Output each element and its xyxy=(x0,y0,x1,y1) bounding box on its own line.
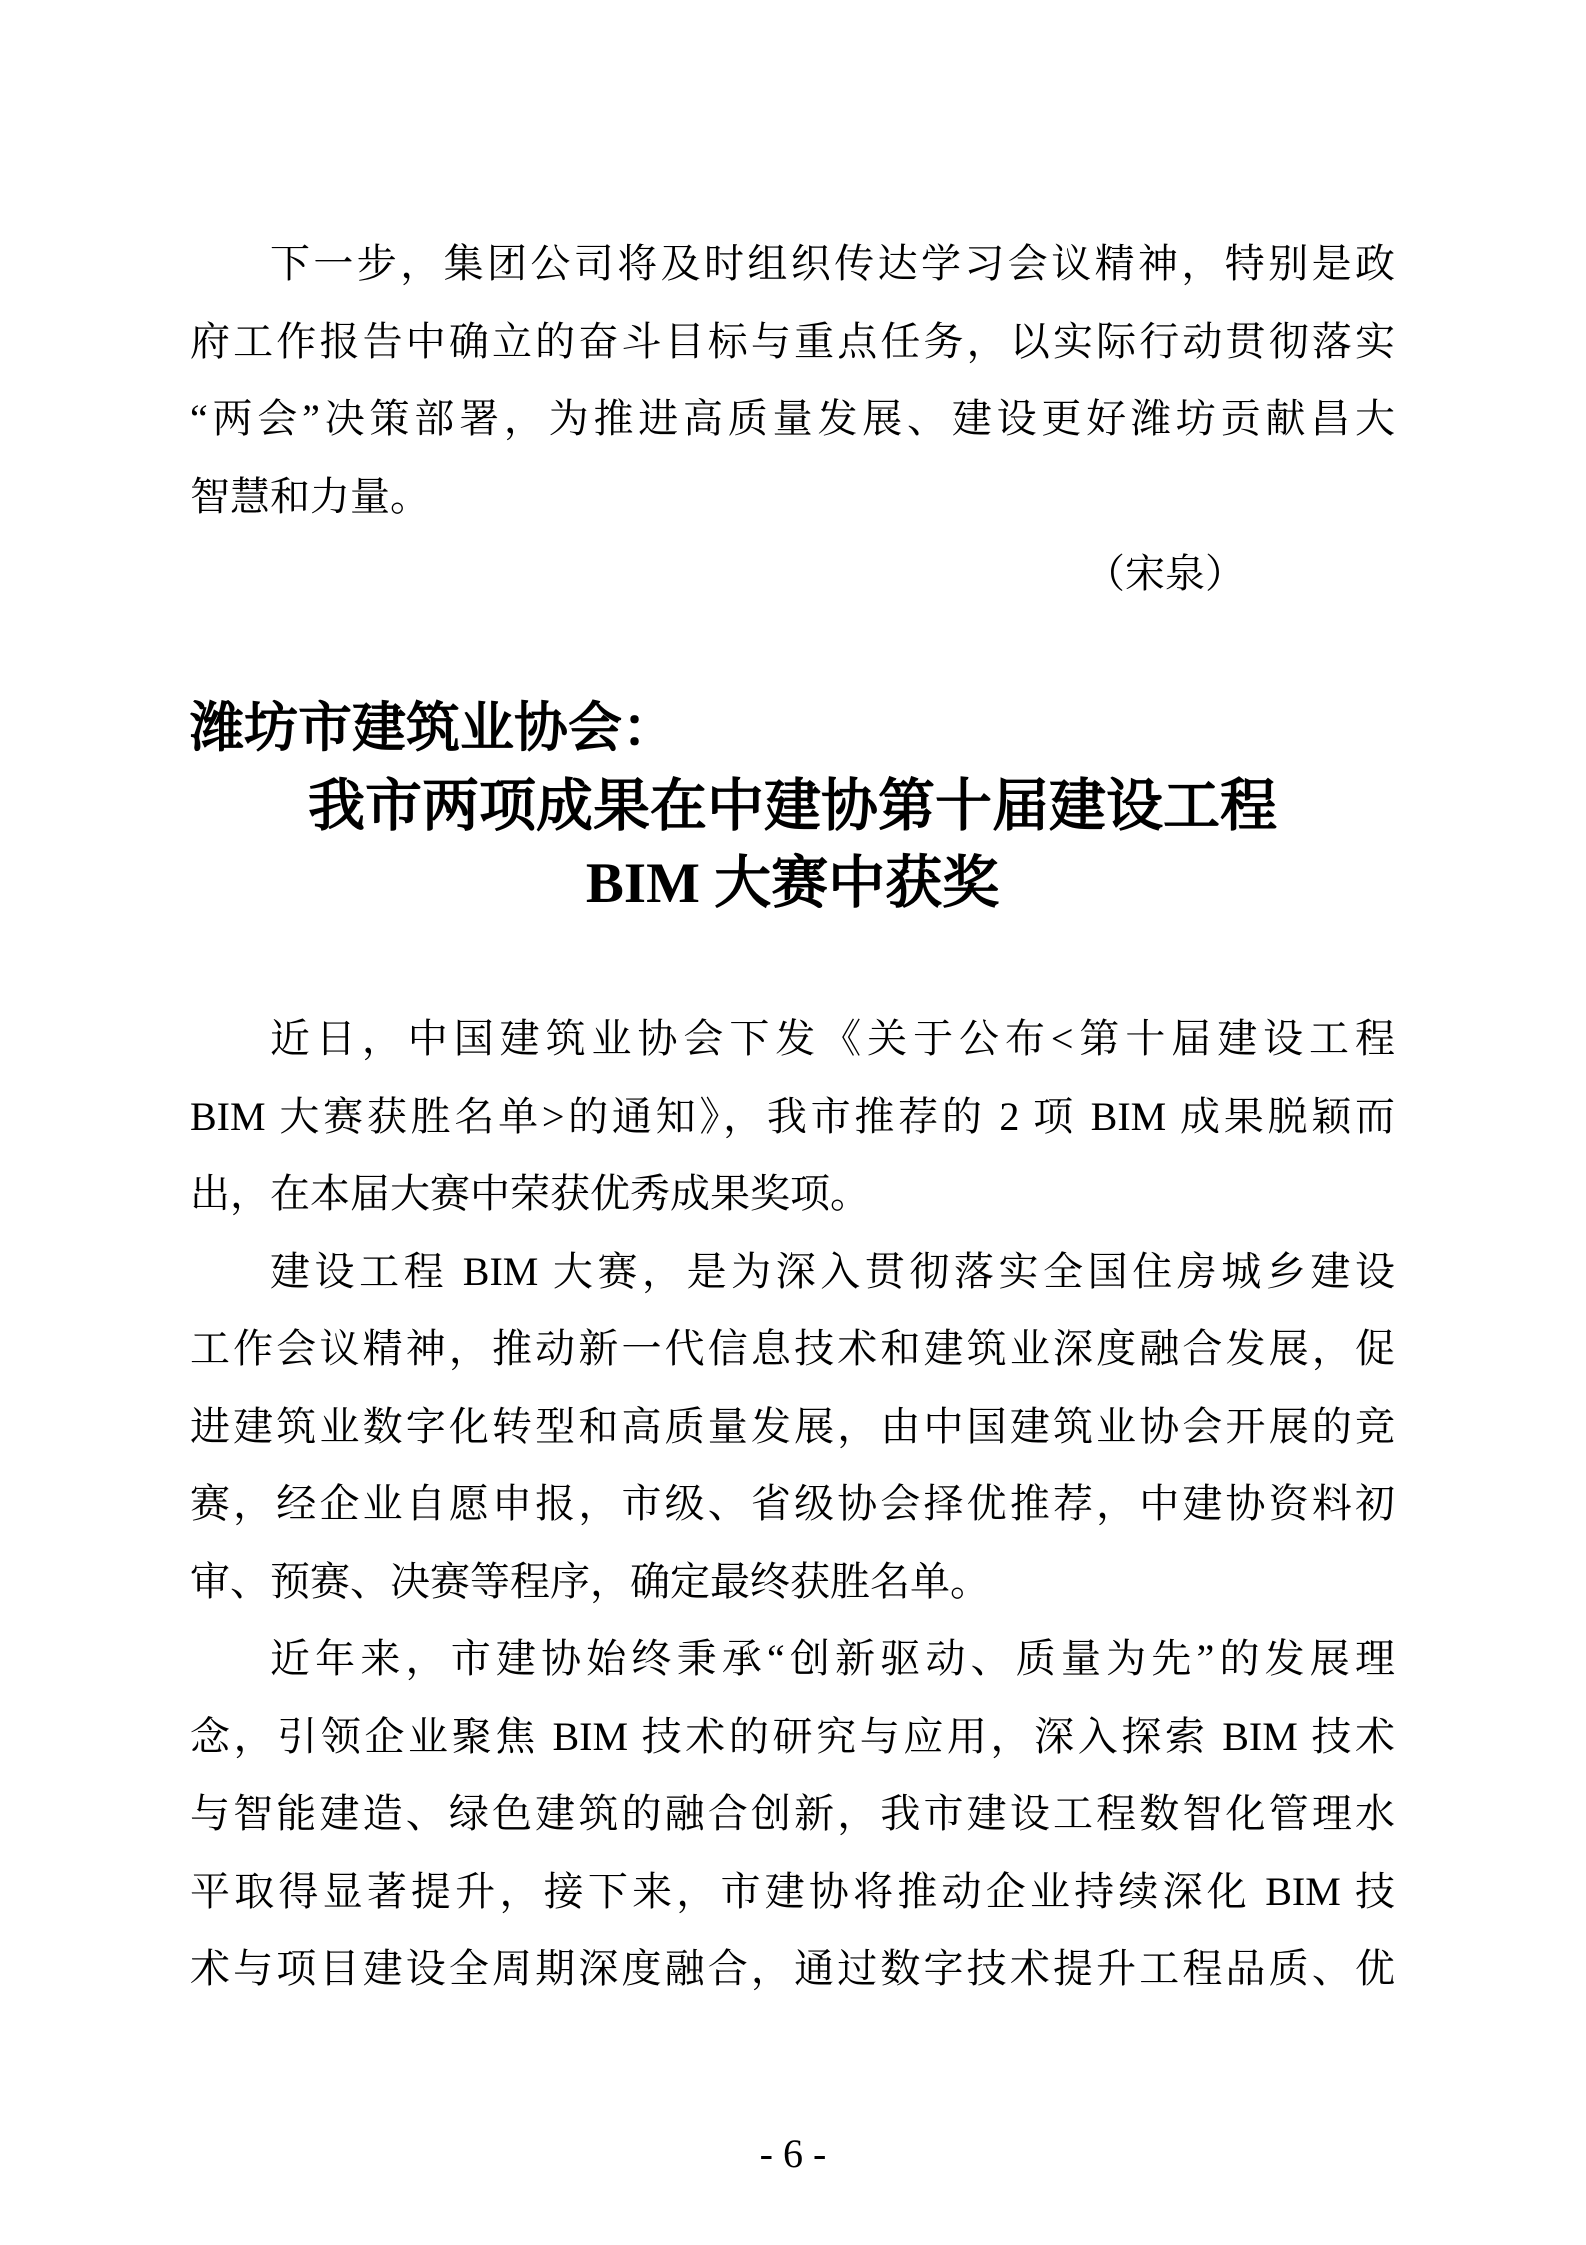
paragraph-line: “两会”决策部署，为推进高质量发展、建设更好潍坊贡献昌大 xyxy=(190,396,1395,441)
paragraph-line: 智慧和力量。 xyxy=(190,473,430,519)
page-number: - 6 - xyxy=(759,2131,827,2176)
author-byline: （宋泉） xyxy=(1085,551,1245,596)
paragraph-line: BIM 大赛获胜名单>的通知》，我市推荐的 2 项 BIM 成果脱颖而 xyxy=(190,1093,1395,1139)
paragraph-line: 念，引领企业聚焦 BIM 技术的研究与应用，深入探索 BIM 技术 xyxy=(190,1713,1395,1759)
article-title-line1: 我市两项成果在中建协第十届建设工程 xyxy=(308,774,1277,838)
paragraph-line: 进建筑业数字化转型和高质量发展，由中国建筑业协会开展的竞 xyxy=(190,1403,1395,1449)
paragraph-line: 近年来，市建协始终秉承“创新驱动、质量为先”的发展理 xyxy=(270,1636,1395,1681)
paragraph-line: 工作会议精神，推动新一代信息技术和建筑业深度融合发展，促 xyxy=(190,1326,1395,1371)
paragraph-line: 出，在本届大赛中荣获优秀成果奖项。 xyxy=(190,1171,870,1216)
paragraph-line: 审、预赛、决赛等程序，确定最终获胜名单。 xyxy=(190,1558,990,1604)
paragraph-line: 平取得显著提升，接下来，市建协将推动企业持续深化 BIM 技 xyxy=(190,1868,1395,1914)
paragraph-line: 与智能建造、绿色建筑的融合创新，我市建设工程数智化管理水 xyxy=(190,1791,1395,1836)
article-title-line2: BIM 大赛中获奖 xyxy=(585,852,1000,915)
paragraph-line: 赛，经企业自愿申报，市级、省级协会择优推荐，中建协资料初 xyxy=(190,1481,1395,1526)
article-paragraph-1 xyxy=(190,1000,1395,1233)
page-content xyxy=(190,225,1395,2008)
article-heading xyxy=(190,690,1395,923)
paragraph-line: 近日，中国建筑业协会下发《关于公布<第十届建设工程 xyxy=(270,1016,1395,1061)
previous-article-closing xyxy=(190,225,1395,613)
article-paragraph-3 xyxy=(190,1620,1395,2008)
paragraph-line: 建设工程 BIM 大赛，是为深入贯彻落实全国住房城乡建设 xyxy=(270,1248,1395,1294)
article-paragraph-2 xyxy=(190,1233,1395,1621)
paragraph-line: 术与项目建设全周期深度融合，通过数字技术提升工程品质、优 xyxy=(190,1946,1395,1991)
paragraph-line: 府工作报告中确立的奋斗目标与重点任务，以实际行动贯彻落实 xyxy=(190,318,1395,364)
org-name-heading: 潍坊市建筑业协会： xyxy=(190,698,676,758)
paragraph-line: 下一步，集团公司将及时组织传达学习会议精神，特别是政 xyxy=(270,241,1395,286)
